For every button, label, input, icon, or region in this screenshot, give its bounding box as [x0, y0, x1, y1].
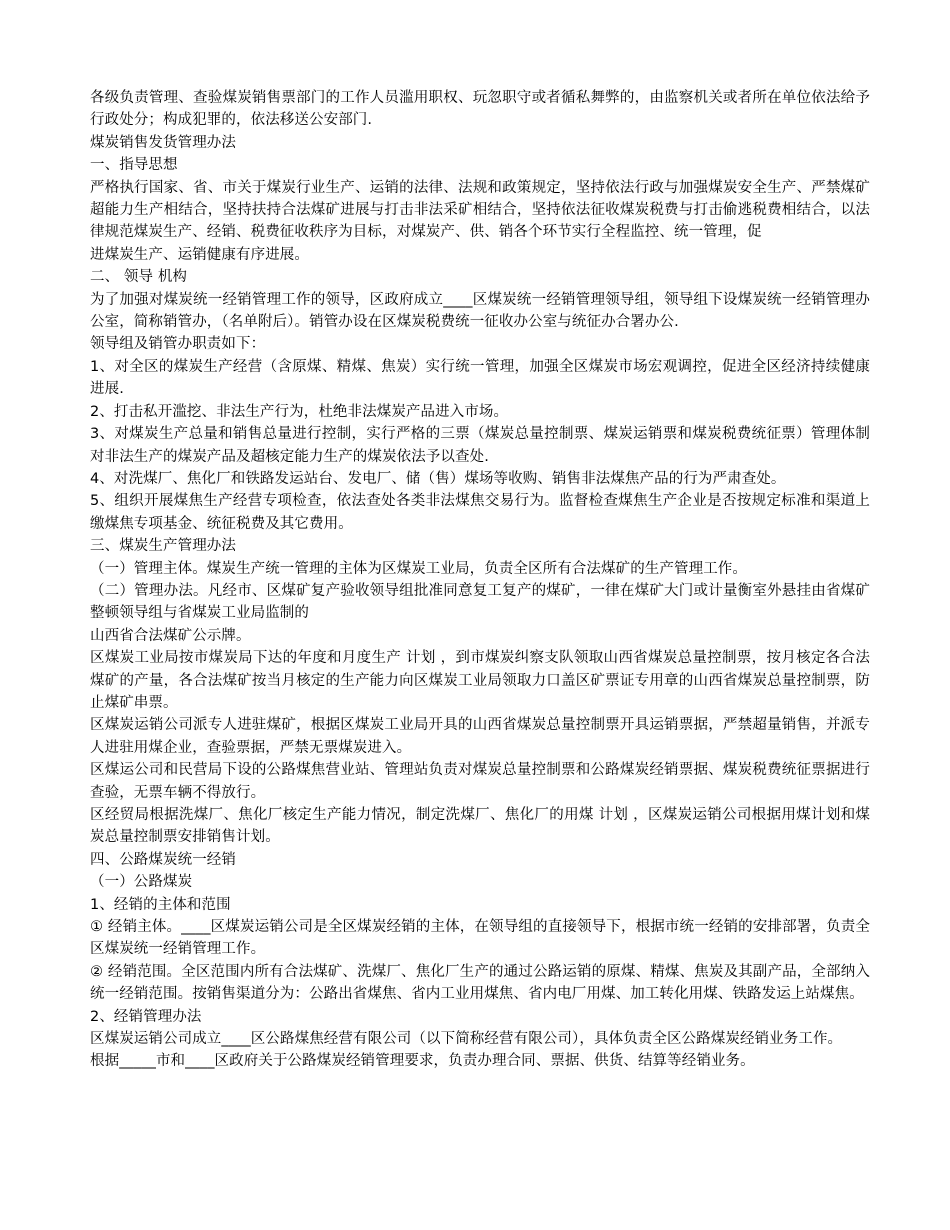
- list-item-sales-scope: ② 经销范围。全区范围内所有合法煤矿、洗煤厂、焦化厂生产的通过公路运销的原煤、精煤、焦炭及其副产品，全部纳入统一经销范围。按销售渠道分为：公路出省煤焦、省内工业用煤焦、省内电厂用煤、加工转化用煤、铁路发运上站煤焦。: [90, 963, 870, 1003]
- list-item-duty-4: 4、对洗煤厂、焦化厂和铁路发运站台、发电厂、储（售）煤场等收购、销售非法煤焦产品的行为严肃查处。: [90, 470, 786, 487]
- paragraph-guiding-ideology: 严格执行国家、省、市关于煤炭行业生产、运销的法律、法规和政策规定，坚持依法行政与加强煤炭安全生产、严禁煤矿超能力生产相结合，坚持扶持合法煤矿进展与打击非法采矿相结合，坚持依法征收煤炭税费与打击偷逃税费相结合，以法律规范煤炭生产、经销、税费征收秩序为目标，对煤炭产、供、销各个环节实行全程监控、统一管理，促: [90, 179, 870, 241]
- document-title: 煤炭销售发货管理办法: [90, 134, 236, 151]
- paragraph-duties-intro: 领导组及销管办职责如下：: [90, 336, 266, 353]
- list-item-duty-5: 5、组织开展煤焦生产经营专项检查，依法查处各类非法煤焦交易行为。监督检查煤焦生产企业是否按规定标准和渠道上缴煤焦专项基金、统征税费及其它费用。: [90, 493, 870, 532]
- paragraph-road-company: 区煤炭运销公司成立____区公路煤焦经营有限公司（以下简称经营有限公司），具体负责全区公路煤炭经销业务工作。: [90, 1031, 843, 1048]
- list-item-duty-3: 3、对煤炭生产总量和销售总量进行控制，实行严格的三票（煤炭总量控制票、煤炭运销票和煤炭税费统征票）管理体制对非法生产的煤炭产品及超核定能力生产的煤炭依法予以查处.: [90, 426, 870, 465]
- section-heading-guiding-ideology: 一、指导思想: [90, 157, 178, 174]
- section-heading-leadership: 二、 领导 机构: [90, 269, 188, 286]
- subsection-heading-road-coal: （一）公路煤炭: [90, 874, 193, 891]
- paragraph-government-requirements: 根据_____市和____区政府关于公路煤炭经销管理要求，负责办理合同、票据、供货、结算等经销业务。: [90, 1053, 755, 1070]
- list-item-duty-2: 2、打击私开滥挖、非法生产行为，杜绝非法煤炭产品进入市场。: [90, 403, 509, 420]
- paragraph-leadership-setup: 为了加强对煤炭统一经销管理工作的领导，区政府成立____区煤炭统一经销管理领导组，领导组下设煤炭统一经销管理办公室，简称销管办，（名单附后）。销管办设在区煤炭税费统一征收办公室与统征办合署办公.: [90, 291, 870, 331]
- subsection-heading-subject-scope: 1、经销的主体和范围: [90, 896, 231, 913]
- paragraph-management-subject: （一）管理主体。煤炭生产统一管理的主体为区煤炭工业局，负责全区所有合法煤矿的生产管理工作。: [90, 560, 747, 577]
- document-page: [90, 87, 870, 1073]
- section-heading-road-coal: 四、公路煤炭统一经销: [90, 851, 236, 868]
- subsection-heading-sales-management: 2、经销管理办法: [90, 1008, 202, 1025]
- paragraph-coal-plan: 区经贸局根据洗煤厂、焦化厂核定生产能力情况，制定洗煤厂、焦化厂的用煤 计划 ，区煤炭运销公司根据用煤计划和煤炭总量控制票安排销售计划。: [90, 807, 870, 846]
- paragraph-penalty-clause: 各级负责管理、查验煤炭销售票部门的工作人员滥用职权、玩忽职守或者循私舞弊的，由监察机关或者所在单位依法给予行政处分；构成犯罪的，依法移送公安部门.: [90, 90, 870, 129]
- list-item-duty-1: 1、对全区的煤炭生产经营（含原煤、精煤、焦炭）实行统一管理，加强全区煤炭市场宏观调控，促进全区经济持续健康进展.: [90, 358, 870, 398]
- paragraph-management-method: （二）管理办法。凡经市、区煤矿复产验收领导组批准同意复工复产的煤矿，一律在煤矿大门或计量衡室外悬挂由省煤矿整顿领导组与省煤炭工业局监制的: [90, 582, 870, 622]
- paragraph-public-sign: 山西省合法煤矿公示牌。: [90, 627, 251, 644]
- paragraph-inspection-stations: 区煤运公司和民营局下设的公路煤焦营业站、管理站负责对煤炭总量控制票和公路煤炭经销票据、煤炭税费统征票据进行查验，无票车辆不得放行。: [90, 762, 870, 801]
- paragraph-production-plan: 区煤炭工业局按市煤炭局下达的年度和月度生产 计划 ，到市煤炭纠察支队领取山西省煤炭总量控制票，按月核定各合法煤矿的产量，各合法煤矿按当月核定的生产能力向区煤炭工业局领取力口盖区矿票证专用章的山西省煤炭总量控制票，防止煤矿串票。: [90, 650, 870, 711]
- section-heading-production-management: 三、煤炭生产管理办法: [90, 538, 236, 555]
- paragraph-sales-company: 区煤炭运销公司派专人进驻煤矿，根据区煤炭工业局开具的山西省煤炭总量控制票开具运销票据，严禁超量销售，并派专人进驻用煤企业，查验票据，严禁无票煤炭进入。: [90, 717, 870, 756]
- list-item-sales-subject: ① 经销主体。____区煤炭运销公司是全区煤炭经销的主体，在领导组的直接领导下，根据市统一经销的安排部署，负责全区煤炭统一经销管理工作。: [90, 919, 870, 958]
- paragraph-guiding-ideology-end: 进煤炭生产、运销健康有序进展。: [90, 246, 309, 263]
